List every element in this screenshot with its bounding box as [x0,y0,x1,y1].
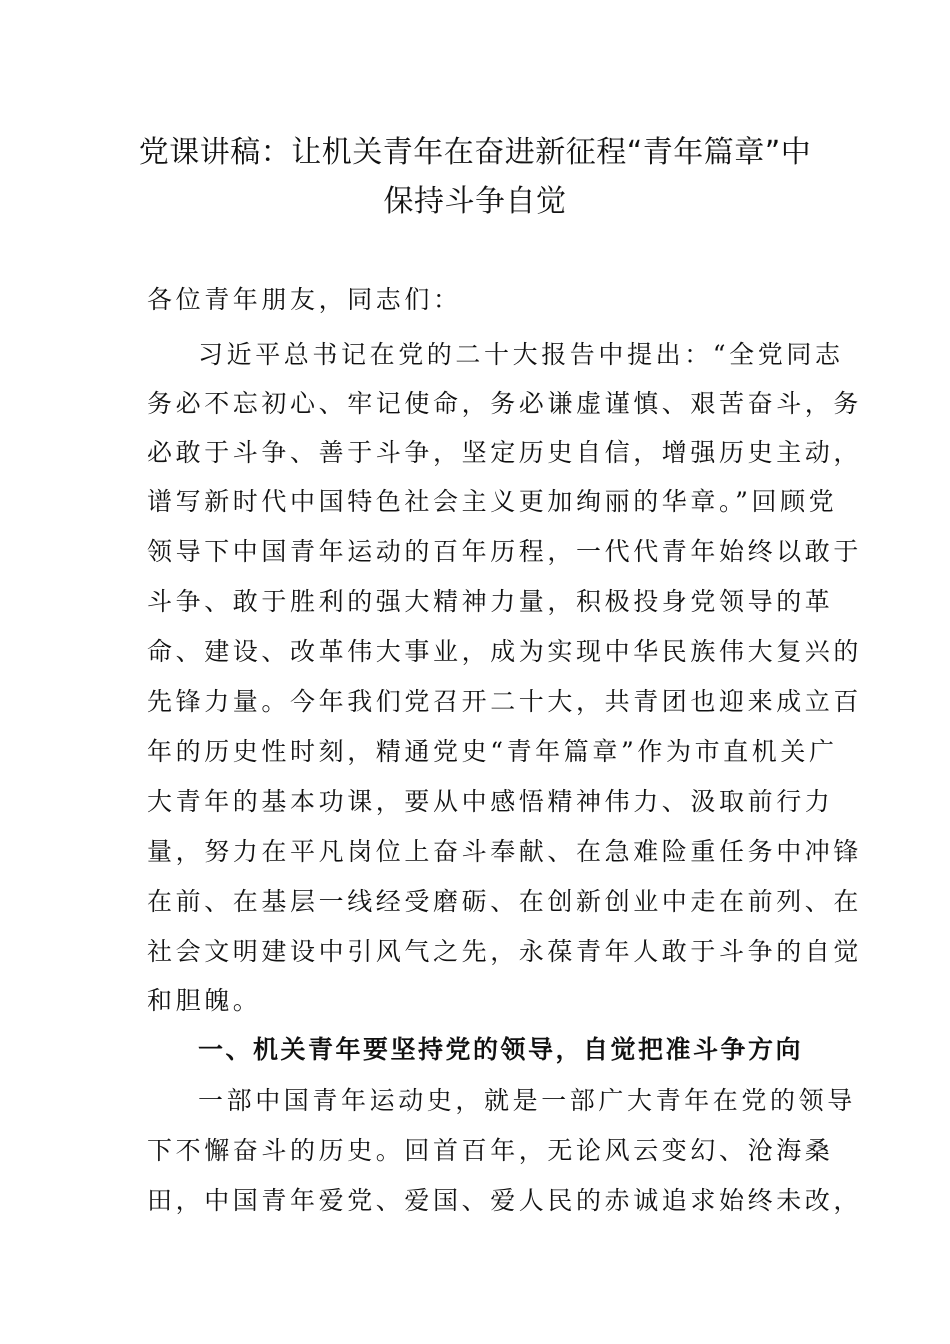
paragraph-line: 谱写新时代中国特色社会主义更加绚丽的华章。”回顾党 [147,487,838,516]
paragraph-line: 先锋力量。今年我们党召开二十大，共青团也迎来成立百 [147,687,863,716]
paragraph-line: 斗争、敢于胜利的强大精神力量，积极投身党领导的革 [147,587,834,616]
paragraph-line: 田，中国青年爱党、爱国、爱人民的赤诚追求始终未改， [147,1186,863,1215]
paragraph-line: 命、建设、改革伟大事业，成为实现中华民族伟大复兴的 [147,637,863,666]
paragraph-line: 大青年的基本功课，要从中感悟精神伟力、汲取前行力 [147,787,834,816]
document-title-line-2: 保持斗争自觉 [383,184,567,219]
paragraph-line: 必敢于斗争、善于斗争，坚定历史自信，增强历史主动， [147,438,863,467]
paragraph-line: 领导下中国青年运动的百年历程，一代代青年始终以敢于 [147,537,863,566]
paragraph-line: 下不懈奋斗的历史。回首百年，无论风云变幻、沧海桑 [147,1136,834,1165]
paragraph-line: 社会文明建设中引风气之先，永葆青年人敢于斗争的自觉 [147,937,863,966]
paragraph-line: 在前、在基层一线经受磨砺、在创新创业中走在前列、在 [147,887,863,916]
paragraph-line: 量，努力在平凡岗位上奋斗奉献、在急难险重任务中冲锋 [147,837,863,866]
salutation: 各位青年朋友，同志们： [147,285,462,314]
paragraph-line: 务必不忘初心、牢记使命，务必谦虚谨慎、艰苦奋斗，务 [147,389,863,418]
paragraph-line: 年的历史性时刻，精通党史“青年篇章”作为市直机关广 [147,737,838,766]
paragraph-line: 和胆魄。 [147,986,262,1015]
paragraph-line: 一部中国青年运动史，就是一部广大青年在党的领导 [198,1086,856,1115]
section-heading: 一、机关青年要坚持党的领导，自觉把准斗争方向 [198,1035,804,1064]
document-title-line-1: 党课讲稿：让机关青年在奋进新征程“青年篇章”中 [138,135,812,170]
paragraph-line: 习近平总书记在党的二十大报告中提出：“全党同志 [198,340,844,369]
